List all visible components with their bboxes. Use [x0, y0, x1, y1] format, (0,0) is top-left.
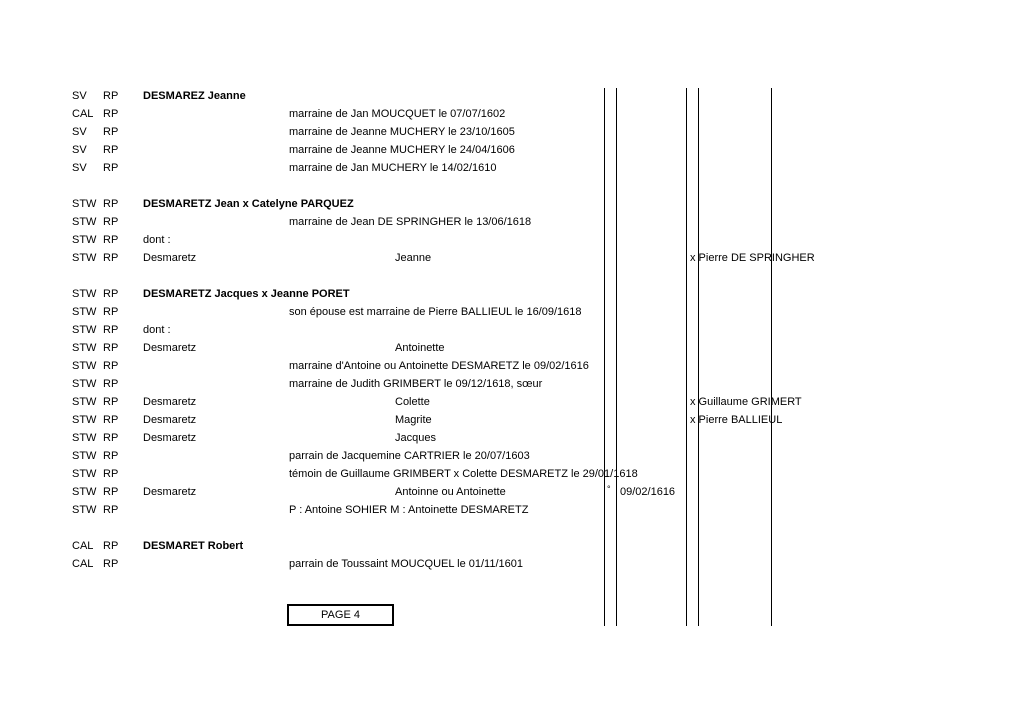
register-type: RP [103, 162, 119, 174]
register-type: RP [103, 432, 119, 444]
register-type: RP [103, 378, 119, 390]
blank-row [0, 177, 1024, 195]
first-name: Jeanne [395, 252, 432, 264]
source-code: CAL [72, 540, 94, 552]
register-type: RP [103, 288, 119, 300]
entry-row [0, 483, 1024, 501]
source-code: STW [72, 198, 97, 210]
source-code: STW [72, 378, 97, 390]
entry-name: Desmaretz [143, 432, 197, 444]
entry-row [0, 411, 1024, 429]
first-name: Jacques [395, 432, 436, 444]
entry-name: DESMARETZ Jacques x Jeanne PORET [143, 288, 350, 300]
source-code: STW [72, 252, 97, 264]
register-type: RP [103, 234, 119, 246]
register-type: RP [103, 504, 119, 516]
entry-row [0, 555, 1024, 573]
entry-row [0, 105, 1024, 123]
source-code: SV [72, 126, 87, 138]
entry-name: Desmaretz [143, 342, 197, 354]
entry-text: marraine de Jan MUCHERY le 14/02/1610 [289, 162, 497, 174]
entry-name: DESMAREZ Jeanne [143, 90, 246, 102]
entry-row [0, 447, 1024, 465]
entry-row [0, 465, 1024, 483]
source-code: STW [72, 450, 97, 462]
entry-row [0, 321, 1024, 339]
source-code: STW [72, 216, 97, 228]
event-date: 09/02/1616 [620, 486, 676, 498]
source-code: STW [72, 360, 97, 372]
entry-name: DESMARET Robert [143, 540, 244, 552]
blank-row [0, 267, 1024, 285]
register-type: RP [103, 198, 119, 210]
entry-name: dont : [143, 234, 171, 246]
spouse-name: x Pierre BALLIEUL [690, 414, 783, 426]
entry-row [0, 195, 1024, 213]
blank-row [0, 519, 1024, 537]
first-name: Antoinne ou Antoinette [395, 486, 506, 498]
entry-row [0, 537, 1024, 555]
entry-text: marraine de Jeanne MUCHERY le 23/10/1605 [289, 126, 515, 138]
register-type: RP [103, 450, 119, 462]
source-code: STW [72, 468, 97, 480]
entry-text: marraine d'Antoine ou Antoinette DESMARETZ le 09/02/1616 [289, 360, 589, 372]
register-type: RP [103, 144, 119, 156]
register-type: RP [103, 558, 119, 570]
page-number-box: PAGE 4 [287, 604, 394, 626]
entry-row [0, 141, 1024, 159]
entry-row [0, 285, 1024, 303]
birth-symbol: ° [607, 484, 611, 494]
entry-name: Desmaretz [143, 414, 197, 426]
source-code: STW [72, 486, 97, 498]
entry-text: parrain de Jacquemine CARTRIER le 20/07/1603 [289, 450, 530, 462]
entry-row [0, 393, 1024, 411]
spouse-name: x Pierre DE SPRINGHER [690, 252, 815, 264]
entry-row [0, 375, 1024, 393]
source-code: STW [72, 306, 97, 318]
register-type: RP [103, 90, 119, 102]
entry-row [0, 303, 1024, 321]
register-type: RP [103, 126, 119, 138]
source-code: CAL [72, 558, 94, 570]
entry-text: parrain de Toussaint MOUCQUEL le 01/11/1601 [289, 558, 523, 570]
register-type: RP [103, 414, 119, 426]
first-name: Antoinette [395, 342, 445, 354]
register-type: RP [103, 360, 119, 372]
register-type: RP [103, 342, 119, 354]
register-type: RP [103, 306, 119, 318]
source-code: STW [72, 414, 97, 426]
first-name: Colette [395, 396, 430, 408]
register-type: RP [103, 396, 119, 408]
entry-text: marraine de Jean DE SPRINGHER le 13/06/1618 [289, 216, 532, 228]
entry-name: Desmaretz [143, 486, 197, 498]
source-code: STW [72, 234, 97, 246]
entry-text: marraine de Jeanne MUCHERY le 24/04/1606 [289, 144, 515, 156]
source-code: STW [72, 342, 97, 354]
entry-name: Desmaretz [143, 396, 197, 408]
entry-text: P : Antoine SOHIER M : Antoinette DESMARETZ [289, 504, 529, 516]
entry-row [0, 429, 1024, 447]
entry-row [0, 159, 1024, 177]
entry-text: son épouse est marraine de Pierre BALLIEUL le 16/09/1618 [289, 306, 582, 318]
source-code: STW [72, 432, 97, 444]
register-type: RP [103, 216, 119, 228]
source-code: CAL [72, 108, 94, 120]
register-type: RP [103, 468, 119, 480]
entry-row [0, 357, 1024, 375]
entry-row [0, 249, 1024, 267]
entry-name: dont : [143, 324, 171, 336]
entry-row [0, 501, 1024, 519]
entry-name: DESMARETZ Jean x Catelyne PARQUEZ [143, 198, 354, 210]
source-code: STW [72, 324, 97, 336]
entry-row [0, 339, 1024, 357]
entry-row [0, 87, 1024, 105]
source-code: STW [72, 504, 97, 516]
entry-row [0, 213, 1024, 231]
source-code: STW [72, 396, 97, 408]
register-type: RP [103, 108, 119, 120]
spouse-name: x Guillaume GRIMERT [690, 396, 802, 408]
source-code: STW [72, 288, 97, 300]
source-code: SV [72, 144, 87, 156]
entry-row [0, 123, 1024, 141]
register-type: RP [103, 486, 119, 498]
entry-row [0, 231, 1024, 249]
entry-text: témoin de Guillaume GRIMBERT x Colette DESMARETZ le 29/01/1618 [289, 468, 638, 480]
entry-text: marraine de Judith GRIMBERT le 09/12/1618, sœur [289, 378, 543, 390]
register-type: RP [103, 252, 119, 264]
register-type: RP [103, 540, 119, 552]
entry-text: marraine de Jan MOUCQUET le 07/07/1602 [289, 108, 506, 120]
source-code: SV [72, 90, 87, 102]
entry-name: Desmaretz [143, 252, 197, 264]
first-name: Magrite [395, 414, 432, 426]
source-code: SV [72, 162, 87, 174]
register-type: RP [103, 324, 119, 336]
